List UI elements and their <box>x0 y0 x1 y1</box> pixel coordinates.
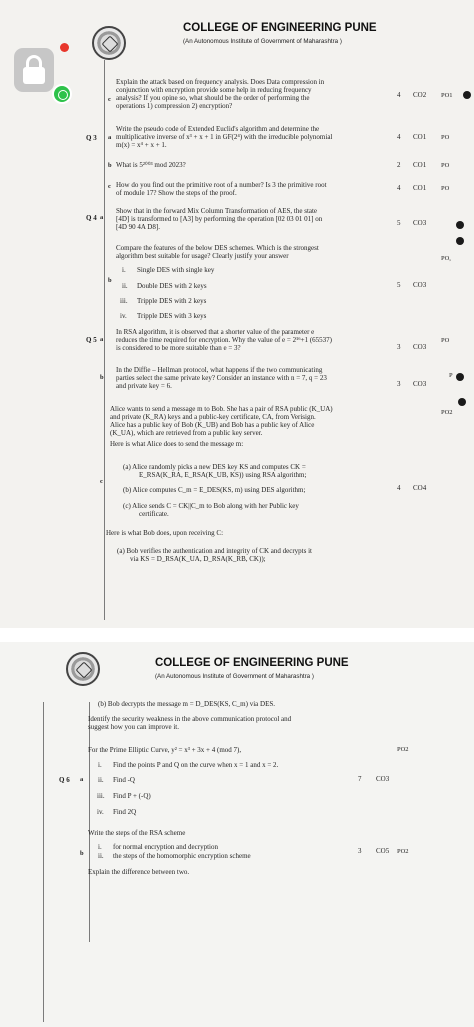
notification-dot-icon <box>60 43 69 52</box>
q4b-label: b <box>108 277 112 284</box>
q4b-co: CO3 <box>413 281 427 289</box>
q6a-item-1: Find the points P and Q on the curve when x = 1 and x = 2. <box>113 761 279 769</box>
q3c-co: CO1 <box>413 184 427 192</box>
q4b-item-num-3: iii. <box>120 297 128 305</box>
q6a-co: CO3 <box>376 775 390 783</box>
q6a-item-2: Find -Q <box>113 776 135 784</box>
q5c-line-4: (K_UA), which are retrieved from a public key server. <box>110 429 263 437</box>
q3b-label: b <box>108 162 112 169</box>
q3b-po: PO <box>441 162 450 169</box>
table-border-left <box>104 60 105 620</box>
q4b-item-num-4: iv. <box>120 312 127 320</box>
q4b-item-3: Tripple DES with 2 keys <box>137 297 207 305</box>
q5b-line-1: In the Diffie – Hellman protocol, what happens if the two communicating <box>116 366 323 374</box>
q3b-marks: 2 <box>397 161 401 169</box>
q6b-item-1: for normal encryption and decryption <box>113 843 218 851</box>
page-gap <box>0 628 474 642</box>
q3a-co: CO1 <box>413 133 427 141</box>
q6a-text: For the Prime Elliptic Curve, y² = x³ + 3x + 4 (mod 7), <box>88 746 242 754</box>
q3c-line-2: of module 17? Show the steps of the proof. <box>116 189 237 197</box>
q5a-po: PO <box>441 337 450 344</box>
q5c-bob-step-b: (b) Bob decrypts the message m = D_DES(KS, C_m) via DES. <box>98 700 275 708</box>
q5a-marks: 3 <box>397 343 401 351</box>
q2c-co: CO2 <box>413 91 427 99</box>
q2c-line-2: conjunction with encryption provide some help in reducing frequency <box>116 86 312 94</box>
q6b-text: Write the steps of the RSA scheme <box>88 829 186 837</box>
college-name: COLLEGE OF ENGINEERING PUNE <box>183 22 377 34</box>
q5a-label: a <box>100 336 104 343</box>
q5c-bob-intro: Here is what Bob does, upon receiving C: <box>106 529 224 537</box>
q4b-po: PO, <box>441 255 451 262</box>
q6a-po: PO2 <box>397 746 409 753</box>
college-logo-icon <box>92 26 126 60</box>
institute-subtitle: (An Autonomous Institute of Government of Maharashtra ) <box>155 673 314 680</box>
q5a-line-1: In RSA algorithm, it is observed that a shorter value of the parameter e <box>116 328 315 336</box>
q5b-label: b <box>100 374 104 381</box>
q5-number: Q 5 <box>86 336 97 344</box>
q6a-item-3: Find P + (-Q) <box>113 792 151 800</box>
college-name: COLLEGE OF ENGINEERING PUNE <box>155 657 349 669</box>
q4-number: Q 4 <box>86 214 97 222</box>
q6b-po: PO2 <box>397 848 409 855</box>
q3-number: Q 3 <box>86 134 97 142</box>
q4b-marks: 5 <box>397 281 401 289</box>
edge-dot <box>458 398 466 406</box>
q2c-line-1: Explain the attack based on frequency analysis. Does Data compression in <box>116 78 325 86</box>
q5c-marks: 4 <box>397 484 401 492</box>
q5b-marks: 3 <box>397 380 401 388</box>
q5b-po: P <box>449 372 453 379</box>
q3c-marks: 4 <box>397 184 401 192</box>
q4a-label: a <box>100 214 104 221</box>
q3a-line-1: Write the pseudo code of Extended Euclid's algorithm and determine the <box>116 125 320 133</box>
q2c-label: c <box>108 96 111 103</box>
edge-dot <box>456 221 464 229</box>
q3b-text: What is 5²⁰⁰³ mod 2023? <box>116 161 186 169</box>
exam-page-2 <box>0 642 474 1027</box>
q4a-line-1: Show that in the forward Mix Column Transformation of AES, the state <box>116 207 318 215</box>
q3c-line-1: How do you find out the primitive root of a number? Is 3 the primitive root <box>116 181 327 189</box>
q5c-step-a-1: (a) Alice randomly picks a new DES key KS and computes CK = <box>123 463 306 471</box>
q6b-label: b <box>80 850 84 857</box>
q5c-line-5: Here is what Alice does to send the message m: <box>110 440 244 448</box>
q6c-text: Explain the difference between two. <box>88 868 190 876</box>
q3c-po: PO <box>441 185 450 192</box>
edge-dot <box>463 91 471 99</box>
q5c-line-3: Alice has a public key of Bob (K_UB) and Bob has a public key of Alice <box>110 421 315 429</box>
q4b-item-num-1: i. <box>122 266 126 274</box>
q5c-co: CO4 <box>413 484 427 492</box>
lock-icon[interactable] <box>14 48 54 92</box>
q4a-line-2: [4D] is transformed to [A3] by performing the operation [02 03 01 01] on <box>116 215 323 223</box>
institute-subtitle: (An Autonomous Institute of Government of Maharashtra ) <box>183 38 342 45</box>
q5b-line-3: and private key = 6. <box>116 382 172 390</box>
q4a-co: CO3 <box>413 219 427 227</box>
q5a-co: CO3 <box>413 343 427 351</box>
q5c-question-2: suggest how you can improve it. <box>88 723 179 731</box>
q5c-line-1: Alice wants to send a message m to Bob. She has a pair of RSA public (K_UA) <box>110 405 333 413</box>
q6b-co: CO5 <box>376 847 390 855</box>
q4a-marks: 5 <box>397 219 401 227</box>
q5c-line-2: and private (K_RA) keys and a public-key certificate, CA, from Verisign. <box>110 413 316 421</box>
q6b-item-num-2: ii. <box>98 852 104 860</box>
q4b-item-2: Double DES with 2 keys <box>137 282 207 290</box>
whatsapp-icon[interactable] <box>52 84 72 104</box>
q2c-marks: 4 <box>397 91 401 99</box>
edge-dot <box>456 237 464 245</box>
edge-dot <box>456 373 464 381</box>
q4b-line-2: algorithm best suitable for usage? Clearly justify your answer <box>116 252 289 260</box>
q5c-step-a-2: E_RSA(K_RA, E_RSA(K_UB, KS)) using RSA algorithm; <box>139 471 307 479</box>
q3a-line-3: m(x) = x⁴ + x + 1. <box>116 141 167 149</box>
table-border-inner <box>89 702 90 942</box>
q6a-label: a <box>80 776 84 783</box>
q3a-marks: 4 <box>397 133 401 141</box>
q5c-question-1: Identify the security weakness in the above communication protocol and <box>88 715 292 723</box>
q5c-step-b-1: (b) Alice computes C_m = E_DES(KS, m) using DES algorithm; <box>123 486 306 494</box>
q2c-po: PO1 <box>441 92 453 99</box>
q5c-step-c-1: (c) Alice sends C = CK||C_m to Bob along with her Public key <box>123 502 299 510</box>
q6a-marks: 7 <box>358 775 362 783</box>
q6b-item-num-1: i. <box>98 843 102 851</box>
q3b-co: CO1 <box>413 161 427 169</box>
q4b-item-num-2: ii. <box>122 282 128 290</box>
q5c-po: PO2 <box>441 409 453 416</box>
q6a-item-num-3: iii. <box>97 792 105 800</box>
q4b-item-1: Single DES with single key <box>137 266 215 274</box>
q5c-bob-step-2: via KS = D_RSA(K_UA, D_RSA(K_RB, CK)); <box>130 555 266 563</box>
q2c-line-4: operations 1) compression 2) encryption? <box>116 102 233 110</box>
q4b-line-1: Compare the features of the below DES schemes. Which is the strongest <box>116 244 319 252</box>
q3a-line-2: multiplicative inverse of x³ + x + 1 in GF(2⁴) with the irreducible polynomial <box>116 133 333 141</box>
q3c-label: c <box>108 183 111 190</box>
q5c-step-c-2: certificate. <box>139 510 169 518</box>
q3a-label: a <box>108 134 112 141</box>
q5c-label: c <box>100 478 103 485</box>
q5b-co: CO3 <box>413 380 427 388</box>
q6b-marks: 3 <box>358 847 362 855</box>
q6a-item-num-2: ii. <box>98 776 104 784</box>
q5c-bob-step-1: (a) Bob verifies the authentication and integrity of CK and decrypts it <box>117 547 312 555</box>
college-logo-icon <box>66 652 100 686</box>
q5a-line-2: reduces the time required for encryption. Why the value of e = 2¹⁶+1 (65537) <box>116 336 333 344</box>
table-border-left <box>43 702 44 1022</box>
q5a-line-3: is considered to be more suitable than e = 3? <box>116 344 241 352</box>
q6a-item-4: Find 2Q <box>113 808 137 816</box>
q4b-item-4: Tripple DES with 3 keys <box>137 312 207 320</box>
q3a-po: PO <box>441 134 450 141</box>
q6-number: Q 6 <box>59 776 70 784</box>
q2c-line-3: analysis? If you opine so, what should be the order of performing the <box>116 94 310 102</box>
q4a-line-3: [4D 90 4A D8]. <box>116 223 160 231</box>
q6a-item-num-1: i. <box>98 761 102 769</box>
q6a-item-num-4: iv. <box>97 808 104 816</box>
q6b-item-2: the steps of the homomorphic encryption scheme <box>113 852 251 860</box>
q5b-line-2: parties select the same private key? Consider an instance with n = 7, q = 23 <box>116 374 327 382</box>
